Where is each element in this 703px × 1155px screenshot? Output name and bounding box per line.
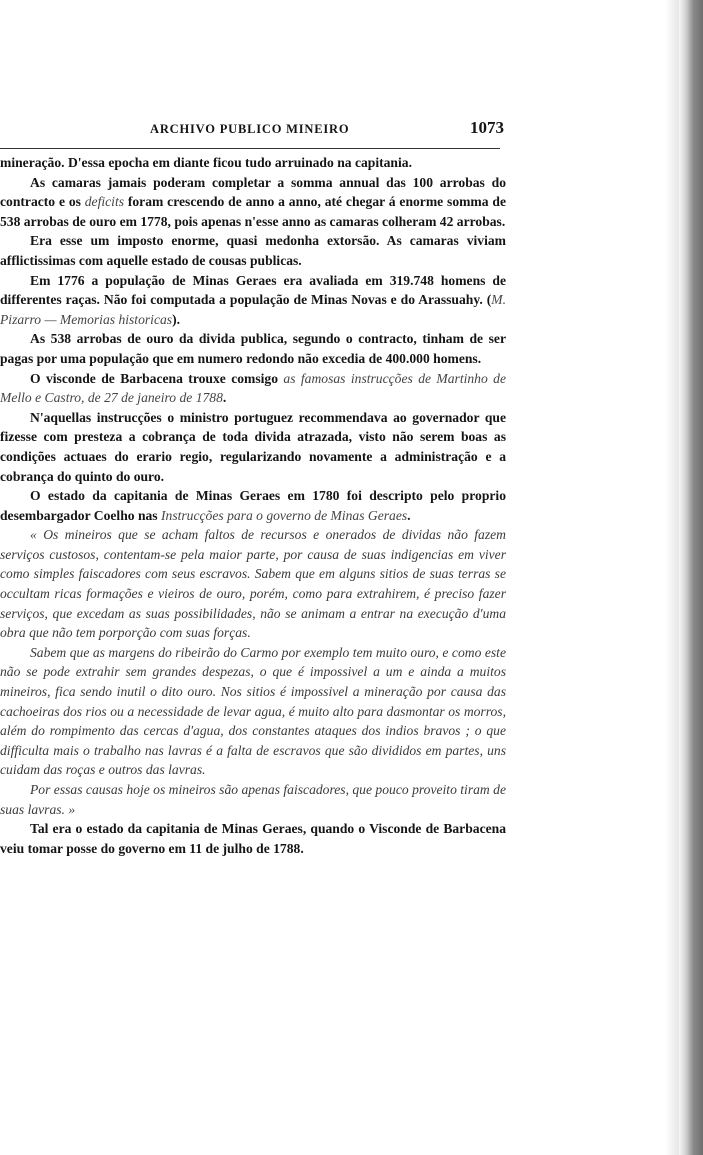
quote-paragraph: Sabem que as margens do ribeirão do Carmo por exemplo tem muito ouro, e como este não se pode extrahir sem grandes despezas, o que é impossivel a um e ainda a muitos mineiros, fica sendo inutil o dito ouro. Nos sitios é impossivel a mineração por causa das cachoeiras dos rios ou a necessidade de levar agua, é muito alto para dasmontar os morros, além do rompimento das cercas d'agua, dos constantes ataques dos indios bravos ; o que difficulta mais o trabalho nas lavras é a falta de escravos que são divididos em partes, uns cuidam das roças e outros das lavras. — [0, 644, 506, 778]
quote-paragraph: Por essas causas hoje os mineiros são apenas faiscadores, que pouco proveito tiram de suas lavras. » — [0, 782, 506, 817]
paragraph: mineração. D'essa epocha em diante ficou tudo arruinado na capitania. — [0, 155, 412, 170]
book-gutter-shadow — [665, 0, 679, 1155]
book-spine-edge — [679, 0, 703, 1155]
body-text — [0, 153, 506, 858]
page-number: 1073 — [470, 118, 504, 137]
header-rule — [0, 148, 500, 149]
paragraph: O visconde de Barbacena trouxe comsigo as famosas instrucções de Martinho de Mello e Castro, de 27 de janeiro de 1788. — [0, 370, 507, 406]
paragraph: Em 1776 a população de Minas Geraes era avaliada em 319.748 homens de differentes raças. Não foi computada a população de Minas Novas e do Arassuahy. (M. Pizarro — Memorias historicas). — [0, 272, 506, 327]
paragraph: Tal era o estado da capitania de Minas Geraes, quando o Visconde de Barbacena veiu tomar posse do governo em 11 de julho de 1788. — [0, 821, 506, 856]
paragraph: Era esse um imposto enorme, quasi medonha extorsão. As camaras viviam afflictissimas com aquelle estado de cousas publicas. — [0, 233, 506, 268]
paragraph: N'aquellas instrucções o ministro portuguez recommendava ao governador que fizesse com presteza a cobrança de toda divida atrazada, visto não serem boas as condições actuaes do erario regio, regularizando novamente a administração e a cobrança do quinto do ouro. — [0, 409, 506, 484]
block-quote — [0, 525, 506, 819]
running-title: ARCHIVO PUBLICO MINEIRO — [150, 122, 350, 136]
paragraph: As 538 arrobas de ouro da divida publica, segundo o contracto, tinham de ser pagas por uma população que em numero redondo não excedia de 400.000 homens. — [0, 331, 506, 366]
paragraph: O estado da capitania de Minas Geraes em 1780 foi descripto pelo proprio desembargador Coelho nas Instrucções para o governo de Minas Geraes. — [0, 488, 506, 523]
page-header — [0, 118, 510, 142]
paragraph: As camaras jamais poderam completar a somma annual das 100 arrobas do contracto e os deficits foram crescendo de anno a anno, até chegar á enorme somma de 538 arrobas de ouro em 1778, pois apenas n'esse anno as camaras colheram 42 arrobas. — [0, 174, 506, 229]
quote-paragraph: « Os mineiros que se acham faltos de recursos e onerados de dividas não fazem serviços custosos, contentam-se pela maior parte, por causa de suas indigencias em viver como simples faiscadores com seus escravos. Sabem que em alguns sitios de suas terras se occultam ricas formações e vieiros de ouro, porém, como para extrahirem, é preciso fazer serviços, que excedam as suas possibilidades, não se animam a entrar na execução d'uma obra que não tem porporção com suas forças. — [0, 527, 506, 641]
